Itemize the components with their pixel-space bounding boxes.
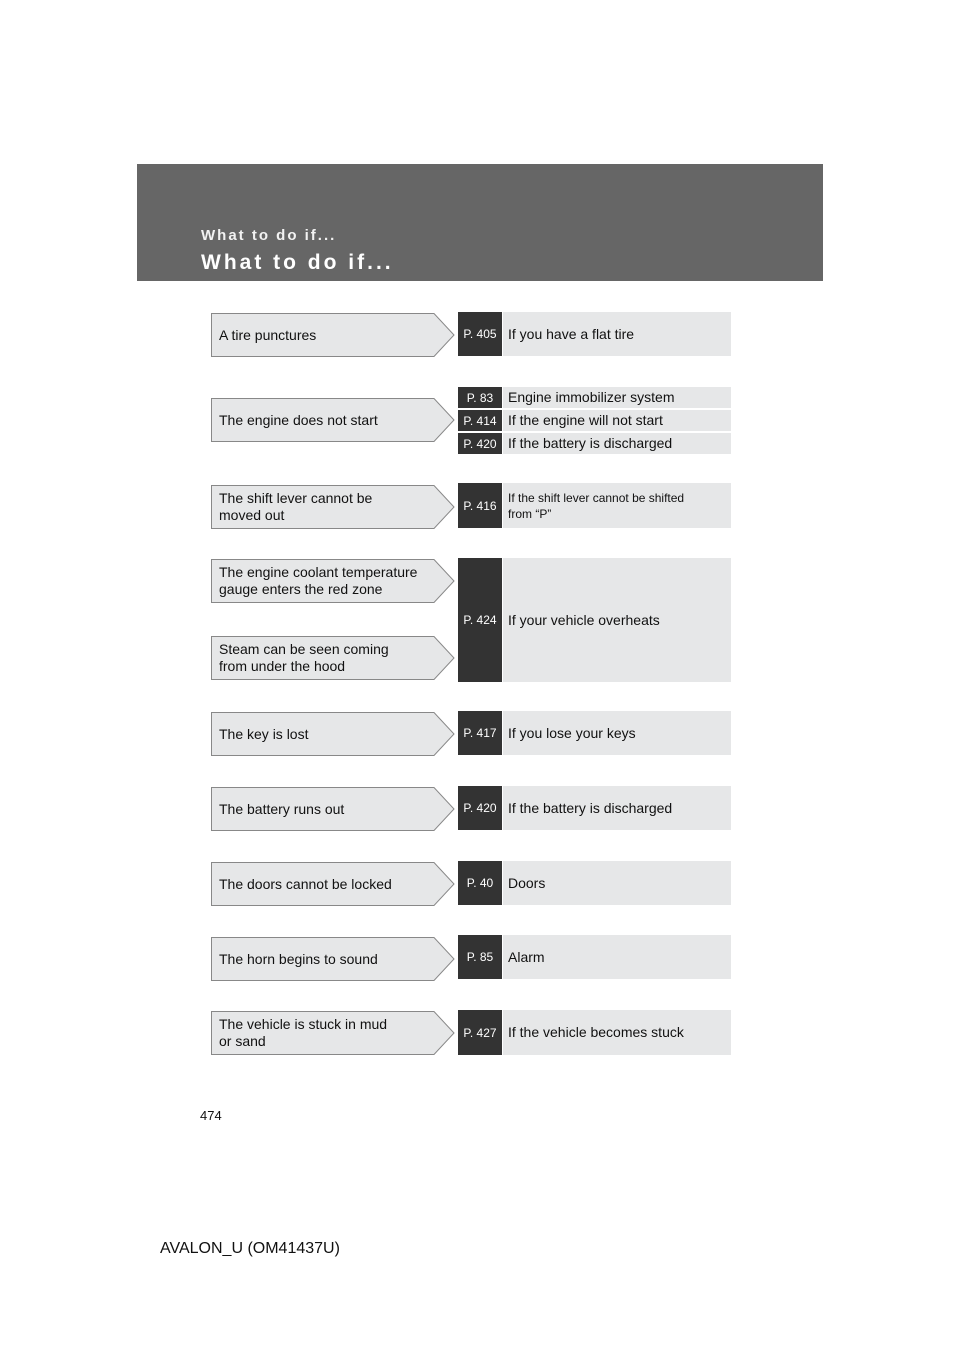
reference-title: If the shift lever cannot be shifted from “P” [503,483,731,528]
condition-box [211,313,455,357]
reference-title: If the battery is discharged [503,433,731,454]
page-number: 474 [200,1108,222,1123]
section-header [137,164,823,281]
reference-title: If you lose your keys [503,711,731,755]
reference-title: Engine immobilizer system [503,387,731,408]
condition-text: The vehicle is stuck in mud or sand [219,1016,388,1049]
page-reference[interactable]: P. 83 [458,387,502,408]
page-reference[interactable]: P. 414 [458,410,502,431]
condition-box [211,937,455,981]
condition-box [211,787,455,831]
section-title: What to do if... [201,251,394,274]
page-reference[interactable]: P. 40 [458,861,502,905]
reference-title: If the engine will not start [503,410,731,431]
reference-title: Alarm [503,935,731,979]
page-reference[interactable]: P. 424 [458,558,502,682]
condition-text: The battery runs out [219,800,345,817]
condition-box [211,398,455,442]
page-reference[interactable]: P. 420 [458,433,502,454]
condition-text: The engine coolant temperature gauge enters the red zone [219,564,418,597]
condition-text: Steam can be seen coming from under the hood [219,641,389,674]
condition-text: The doors cannot be locked [219,875,392,892]
condition-box [211,485,455,529]
condition-box [211,636,455,680]
reference-title: If the vehicle becomes stuck [503,1010,731,1055]
reference-title: If you have a flat tire [503,312,731,356]
reference-title: If your vehicle overheats [503,558,731,682]
condition-text: The horn begins to sound [219,950,378,967]
page-reference[interactable]: P. 427 [458,1010,502,1055]
page-reference[interactable]: P. 416 [458,483,502,528]
condition-box [211,712,455,756]
condition-text: The key is lost [219,725,309,742]
page-reference[interactable]: P. 85 [458,935,502,979]
condition-text: The shift lever cannot be moved out [219,490,373,523]
condition-text: A tire punctures [219,326,317,343]
condition-box [211,862,455,906]
reference-title: If the battery is discharged [503,786,731,830]
condition-text: The engine does not start [219,411,378,428]
reference-title: Doors [503,861,731,905]
page-reference[interactable]: P. 417 [458,711,502,755]
footer-model-code: AVALON_U (OM41437U) [160,1240,340,1257]
condition-box [211,1011,455,1055]
section-subtitle: What to do if... [201,227,337,244]
page-reference[interactable]: P. 420 [458,786,502,830]
condition-box [211,559,455,603]
page-reference[interactable]: P. 405 [458,312,502,356]
